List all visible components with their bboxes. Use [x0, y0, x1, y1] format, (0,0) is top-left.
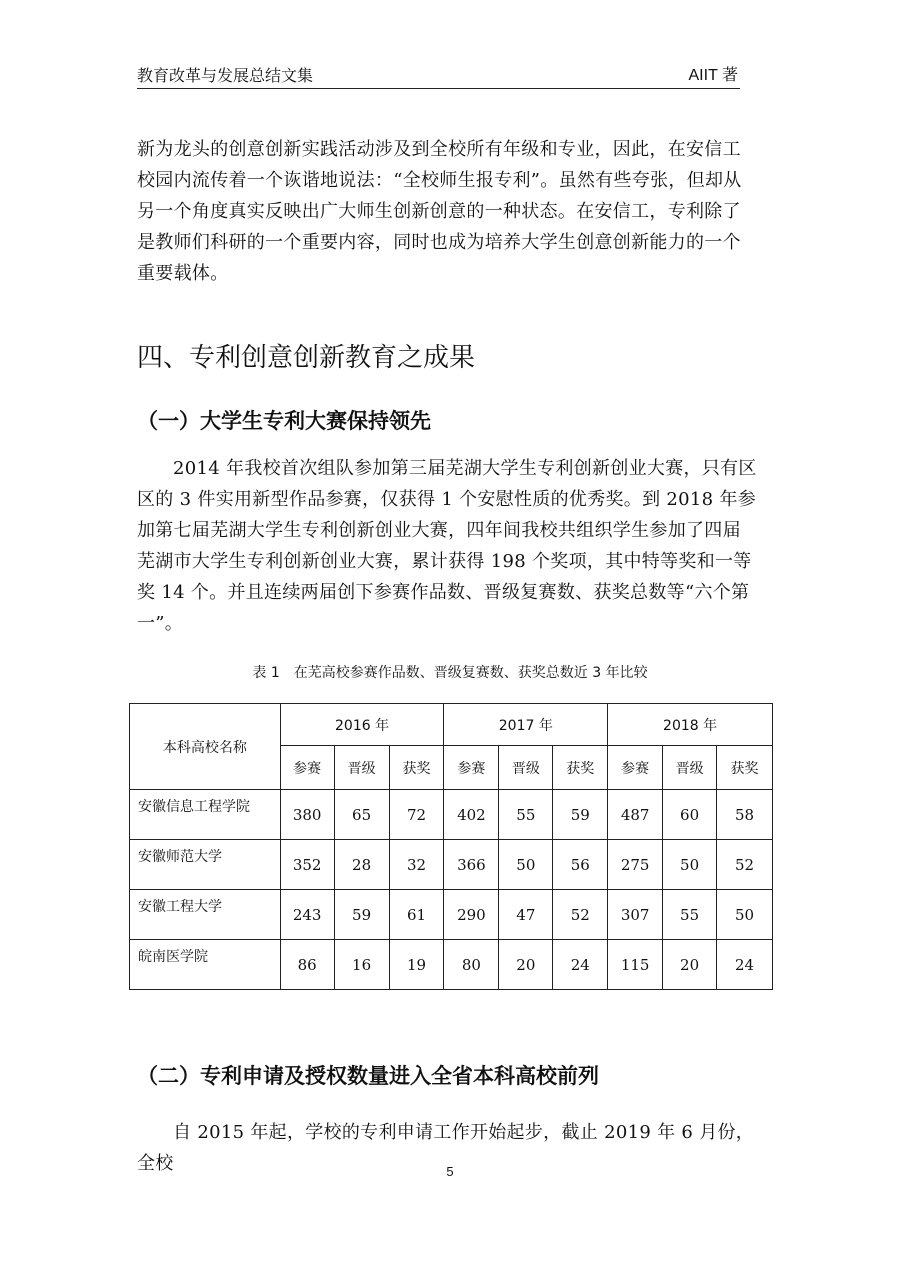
table-cell: 402 [444, 790, 499, 840]
table-header-entries: 参赛 [280, 746, 334, 790]
table-cell-school: 安徽信息工程学院 [130, 790, 281, 840]
table-header-entries: 参赛 [608, 746, 663, 790]
subsection-title-2: （二）专利申请及授权数量进入全省本科高校前列 [137, 1064, 599, 1088]
table-cell: 115 [608, 940, 663, 990]
table-cell: 47 [499, 890, 553, 940]
table-cell: 60 [663, 790, 717, 840]
table-cell: 19 [389, 940, 444, 990]
table-cell: 55 [663, 890, 717, 940]
table-cell: 61 [389, 890, 444, 940]
table-cell: 59 [553, 790, 608, 840]
table-cell: 24 [717, 940, 773, 990]
table-header-school-name: 本科高校名称 [130, 704, 281, 790]
table-header-advanced: 晋级 [334, 746, 389, 790]
table-header-awards: 获奖 [389, 746, 444, 790]
table-header-entries: 参赛 [444, 746, 499, 790]
table-cell: 86 [280, 940, 334, 990]
table-cell: 32 [389, 840, 444, 890]
table-row [130, 940, 773, 990]
patent-paragraph-text: 自 2015 年起，学校的专利申请工作开始起步，截止 2019 年 6 月份，全校 [137, 1122, 755, 1174]
table-header-awards: 获奖 [717, 746, 773, 790]
table-cell: 487 [608, 790, 663, 840]
table-cell: 380 [280, 790, 334, 840]
table-cell: 52 [553, 890, 608, 940]
table-header-advanced: 晋级 [499, 746, 553, 790]
table-cell: 366 [444, 840, 499, 890]
table-cell: 50 [717, 890, 773, 940]
table-cell: 24 [553, 940, 608, 990]
header-author: AIIT 著 [688, 67, 738, 84]
table-cell: 20 [663, 940, 717, 990]
table-row [130, 890, 773, 940]
table-header-year: 2017 年 [444, 704, 608, 746]
table-header-awards: 获奖 [553, 746, 608, 790]
table-cell: 52 [717, 840, 773, 890]
competition-paragraph [137, 453, 757, 639]
table-cell: 28 [334, 840, 389, 890]
table-cell: 56 [553, 840, 608, 890]
table-cell: 65 [334, 790, 389, 840]
table-cell: 290 [444, 890, 499, 940]
subsection-title-1: （一）大学生专利大赛保持领先 [137, 409, 431, 433]
table-caption: 表 1 在芜高校参赛作品数、晋级复赛数、获奖总数近 3 年比较 [252, 665, 648, 681]
table-cell: 352 [280, 840, 334, 890]
table-cell: 80 [444, 940, 499, 990]
header-book-title: 教育改革与发展总结文集 [137, 66, 314, 85]
intro-paragraph: 新为龙头的创意创新实践活动涉及到全校所有年级和专业，因此，在安信工校园内流传着一个诙谐地说法：“全校师生报专利”。虽然有些夸张，但却从另一个角度真实反映出广大师生创新创意的一种状态。在安信工，专利除了是教师们科研的一个重要内容，同时也成为培养大学生创意创新能力的一个重要载体。 [137, 139, 742, 284]
table-cell-school: 安徽师范大学 [130, 840, 281, 890]
table-cell: 16 [334, 940, 389, 990]
table-cell: 50 [499, 840, 553, 890]
table-cell-school: 安徽工程大学 [130, 890, 281, 940]
table-row [130, 840, 773, 890]
table-cell: 59 [334, 890, 389, 940]
table-header-row-years [130, 704, 773, 746]
section-title: 四、专利创意创新教育之成果 [137, 343, 476, 373]
comparison-table [129, 703, 773, 990]
table-cell: 55 [499, 790, 553, 840]
table-cell-school: 皖南医学院 [130, 940, 281, 990]
competition-paragraph-text: 2014 年我校首次组队参加第三届芜湖大学生专利创新创业大赛，只有区区的 3 件实用新型作品参赛，仅获得 1 个安慰性质的优秀奖。到 2018 年参加第七届芜湖大学生专利创新创业大赛，四年间我校共组织学生参加了四届芜湖市大学生专利创新创业大赛，累计获得 198 个奖项，其中特等奖和一等奖 14 个。并且连续两届创下参赛作品数、晋级复赛数、获奖总数等“六个第一”。 [137, 458, 757, 634]
running-header [137, 66, 740, 89]
table-cell: 307 [608, 890, 663, 940]
table-header-advanced: 晋级 [663, 746, 717, 790]
table-cell: 58 [717, 790, 773, 840]
table-cell: 20 [499, 940, 553, 990]
table-cell: 275 [608, 840, 663, 890]
table-header-year: 2016 年 [280, 704, 444, 746]
table-header-year: 2018 年 [608, 704, 773, 746]
table-cell: 72 [389, 790, 444, 840]
page-number: 5 [446, 1164, 454, 1179]
table-cell: 50 [663, 840, 717, 890]
table-cell: 243 [280, 890, 334, 940]
table-row [130, 790, 773, 840]
